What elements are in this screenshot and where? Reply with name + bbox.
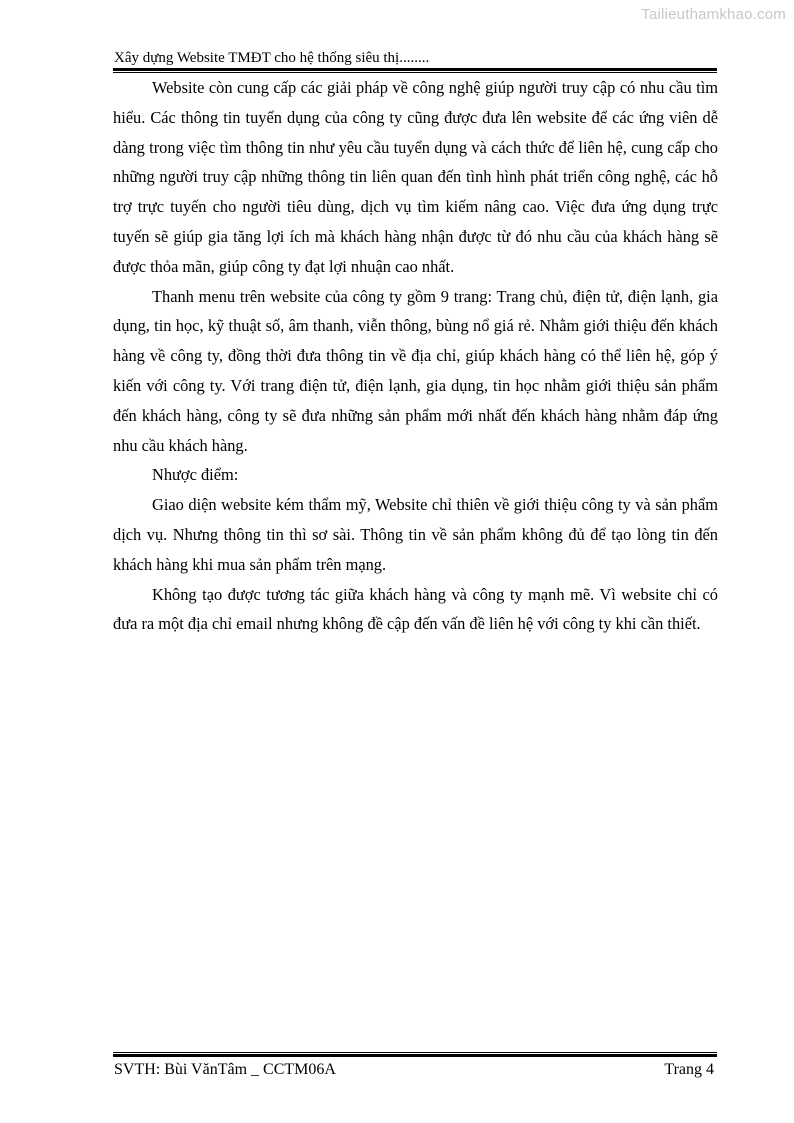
page-header-title: Xây dựng Website TMĐT cho hệ thống siêu thị........ <box>114 50 430 66</box>
paragraph-weakness-heading: Nhược điểm: <box>152 465 239 485</box>
footer-divider-thick <box>113 1054 717 1057</box>
paragraph-weakness-interaction: Không tạo được tương tác giữa khách hàng và công ty mạnh mẽ. Vì website chỉ có đưa ra một địa chỉ email nhưng không đề cập đến vấn đề liên hệ với công ty khi cần thiết. <box>113 584 718 634</box>
header-divider-thick <box>113 68 717 71</box>
paragraph-weakness-interface: Giao diện website kém thẩm mỹ, Website chỉ thiên về giới thiệu công ty và sản phẩm dịch vụ. Nhưng thông tin thì sơ sài. Thông tin về sản phẩm không đủ để tạo lòng tin đến khách hàng khi mua sản phẩm trên mạng. <box>113 495 718 574</box>
footer-author: SVTH: Bùi VănTâm _ CCTM06A <box>114 1061 336 1078</box>
paragraph-website-solutions: Website còn cung cấp các giải pháp về công nghệ giúp người truy cập có nhu cầu tìm hiểu. Các thông tin tuyển dụng của công ty cũng được đưa lên website để các ứng viên dễ dàng trong việc tìm thông tin như yêu cầu tuyển dụng và cách thức để liên hệ, cung cấp cho những người truy cập những thông tin liên quan đến tình hình phát triển công nghệ, các hỗ trợ trực tuyến cho người tiêu dùng, dịch vụ tìm kiếm nâng cao. Việc đưa ứng dụng trực tuyến sẽ giúp gia tăng lợi ích mà khách hàng nhận được từ đó nhu cầu của khách hàng sẽ được thỏa mãn, giúp công ty đạt lợi nhuận cao nhất. <box>113 78 718 276</box>
paragraph-menu-description: Thanh menu trên website của công ty gồm 9 trang: Trang chủ, điện tử, điện lạnh, gia dụng, tin học, kỹ thuật số, âm thanh, viễn thông, bùng nổ giá rẻ. Nhằm giới thiệu đến khách hàng về công ty, đồng thời đưa thông tin về địa chỉ, giúp khách hàng có thể liên hệ, góp ý kiến với công ty. Với trang điện tử, điện lạnh, gia dụng, tin học nhằm giới thiệu sản phẩm đến khách hàng, công ty sẽ đưa những sản phẩm mới nhất đến khách hàng nhằm đáp ứng nhu cầu khách hàng. <box>113 286 718 455</box>
watermark-text: Tailieuthamkhao.com <box>641 6 786 23</box>
footer-divider-thin <box>113 1052 717 1053</box>
footer-page-number: Trang 4 <box>664 1061 714 1078</box>
document-body <box>113 73 718 639</box>
